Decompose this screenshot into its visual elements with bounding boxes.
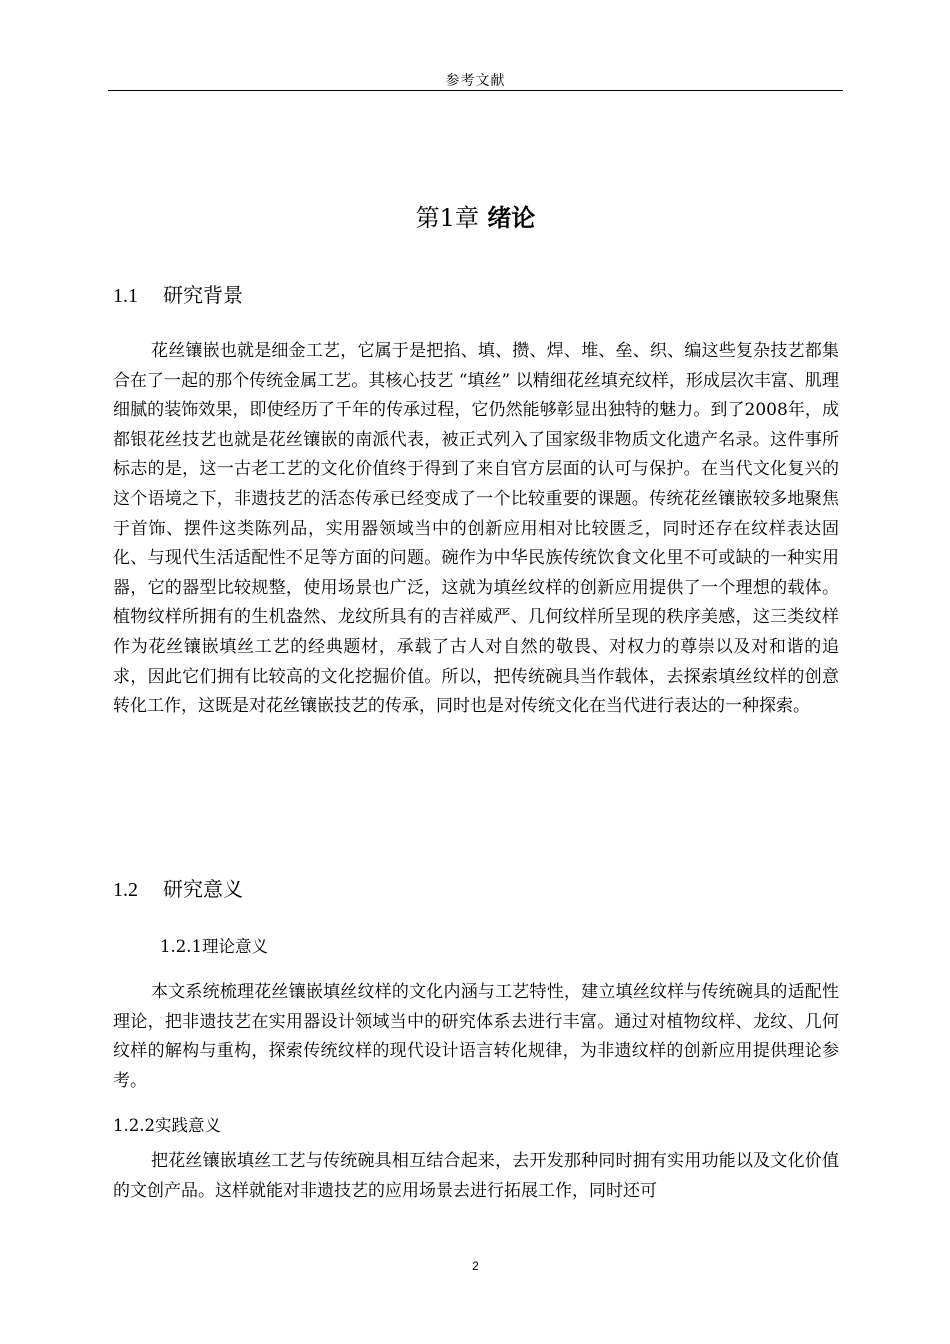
section-heading-1-2	[113, 873, 243, 902]
section-title: 研究背景	[163, 283, 243, 307]
subsection-heading-1-2-2: 1.2.2实践意义	[113, 1116, 221, 1135]
subsection-heading-1-2-1: 1.2.1理论意义	[160, 937, 268, 956]
header-rule	[108, 90, 843, 91]
practical-significance-paragraph: 把花丝镶嵌填丝工艺与传统碗具相互结合起来，去开发那种同时拥有实用功能以及文化价值的文创产品。这样就能对非遗技艺的应用场景去进行拓展工作，同时还可	[113, 1151, 839, 1201]
page-number: 2	[472, 1259, 479, 1273]
chapter-name: 绪论	[487, 204, 536, 232]
section-number: 1.1	[113, 285, 138, 307]
chapter-number: 第1章	[415, 204, 479, 232]
theoretical-significance-paragraph: 本文系统梳理花丝镶嵌填丝纹样的文化内涵与工艺特性，建立填丝纹样与传统碗具的适配性理论，把非遗技艺在实用器设计领域当中的研究体系去进行丰富。通过对植物纹样、龙纹、几何纹样的解构与重构，探索传统纹样的现代设计语言转化规律，为非遗纹样的创新应用提供理论参考。	[113, 982, 839, 1091]
section-heading-1-1	[113, 279, 243, 308]
chapter-title	[108, 198, 843, 233]
research-background-paragraph: 花丝镶嵌也就是细金工艺，它属于是把掐、填、攒、焊、堆、垒、织、编这些复杂技艺都集合在了一起的那个传统金属工艺。其核心技艺 “填丝” 以精细花丝填充纹样，形成层次丰富、肌理细腻的装饰效果，即使经历了千年的传承过程，它仍然能够彰显出独特的魅力。到了2008年，成都银花丝技艺也就是花丝镶嵌的南派代表，被正式列入了国家级非物质文化遗产名录。这件事所标志的是，这一古老工艺的文化价值终于得到了来自官方层面的认可与保护。在当代文化复兴的这个语境之下，非遗技艺的活态传承已经变成了一个比较重要的课题。传统花丝镶嵌较多地聚焦于首饰、摆件这类陈列品，实用器领域当中的创新应用相对比较匮乏，同时还存在纹样表达固化、与现代生活适配性不足等方面的问题。碗作为中华民族传统饮食文化里不可或缺的一种实用器，它的器型比较规整，使用场景也广泛，这就为填丝纹样的创新应用提供了一个理想的载体。植物纹样所拥有的生机盎然、龙纹所具有的吉祥威严、几何纹样所呈现的秩序美感，这三类纹样作为花丝镶嵌填丝工艺的经典题材，承载了古人对自然的敬畏、对权力的尊崇以及对和谐的追求，因此它们拥有比较高的文化挖掘价值。所以，把传统碗具当作载体，去探索填丝纹样的创意转化工作，这既是对花丝镶嵌技艺的传承，同时也是对传统文化在当代进行表达的一种探索。	[113, 341, 839, 717]
section-title: 研究意义	[163, 877, 243, 901]
running-header: 参考文献	[445, 73, 506, 89]
section-number: 1.2	[113, 879, 138, 901]
